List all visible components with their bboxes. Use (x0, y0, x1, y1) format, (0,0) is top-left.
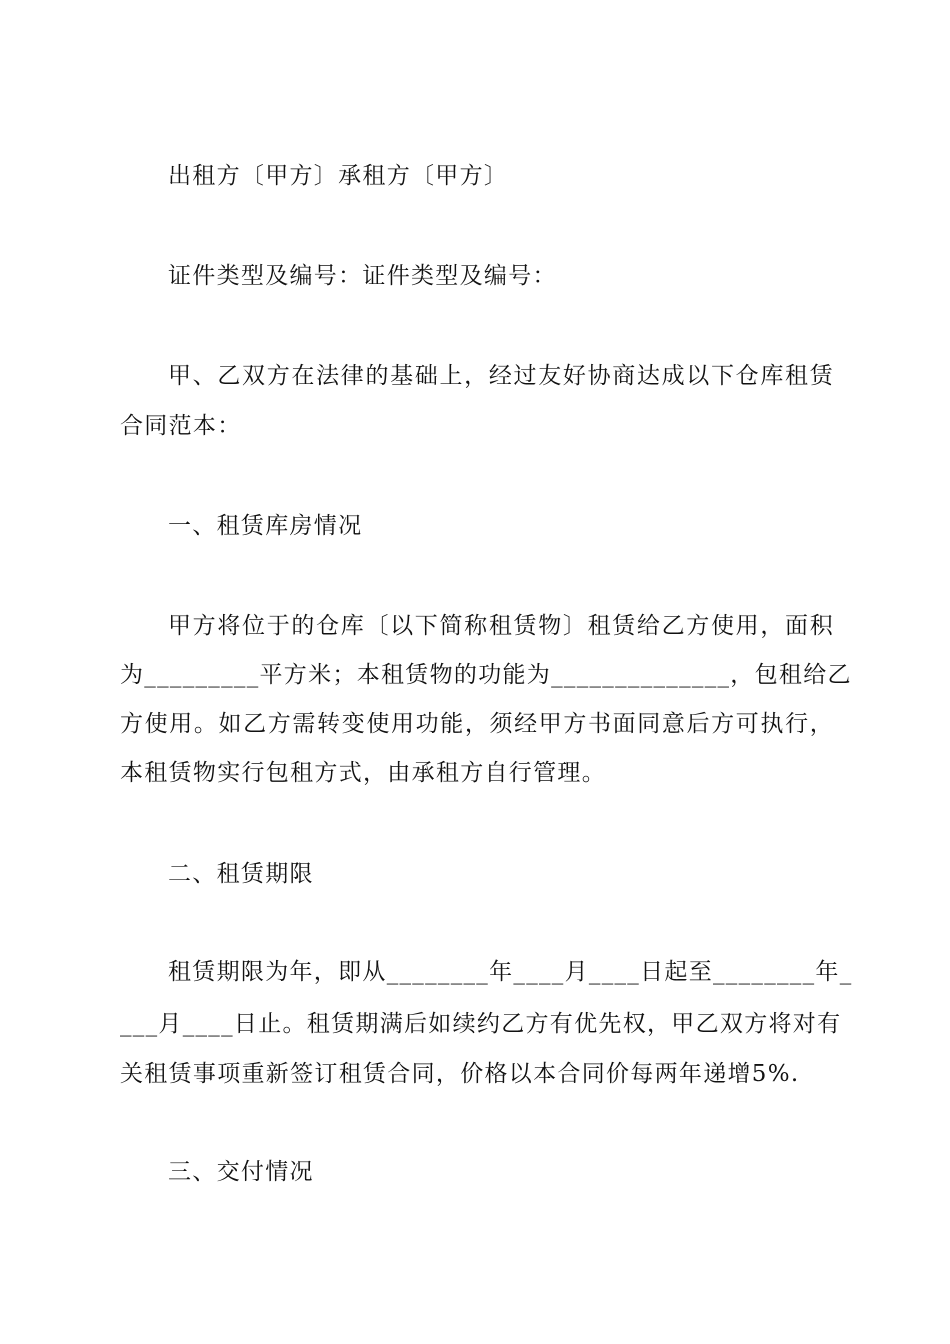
intro-line-2: 合同范本： (120, 413, 242, 439)
section-1-line-3: 方使用。如乙方需转变使用功能，须经甲方书面同意后方可执行， (120, 711, 834, 737)
id-line: 证件类型及编号：证件类型及编号： (168, 263, 557, 289)
section-1-line-2: 为_________平方米；本租赁物的功能为______________，包租给乙 (120, 662, 852, 688)
section-3-heading: 三、交付情况 (168, 1159, 314, 1185)
parties-line: 出租方〔甲方〕承租方〔甲方〕 (168, 163, 509, 189)
section-1-line-1: 甲方将位于的仓库〔以下简称租赁物〕租赁给乙方使用，面积 (168, 613, 834, 639)
section-2-line-2: ___月____日止。租赁期满后如续约乙方有优先权，甲乙双方将对有 (120, 1011, 842, 1037)
section-1-line-4: 本租赁物实行包租方式，由承租方自行管理。 (120, 760, 606, 786)
intro-line-1: 甲、乙双方在法律的基础上，经过友好协商达成以下仓库租赁 (168, 363, 834, 389)
section-2-line-3: 关租赁事项重新签订租赁合同，价格以本合同价每两年递增5%. (120, 1061, 800, 1087)
section-1-heading: 一、租赁库房情况 (168, 513, 363, 539)
section-2-line-1: 租赁期限为年，即从________年____月____日起至________年_ (168, 959, 853, 985)
section-2-heading: 二、租赁期限 (168, 861, 314, 887)
